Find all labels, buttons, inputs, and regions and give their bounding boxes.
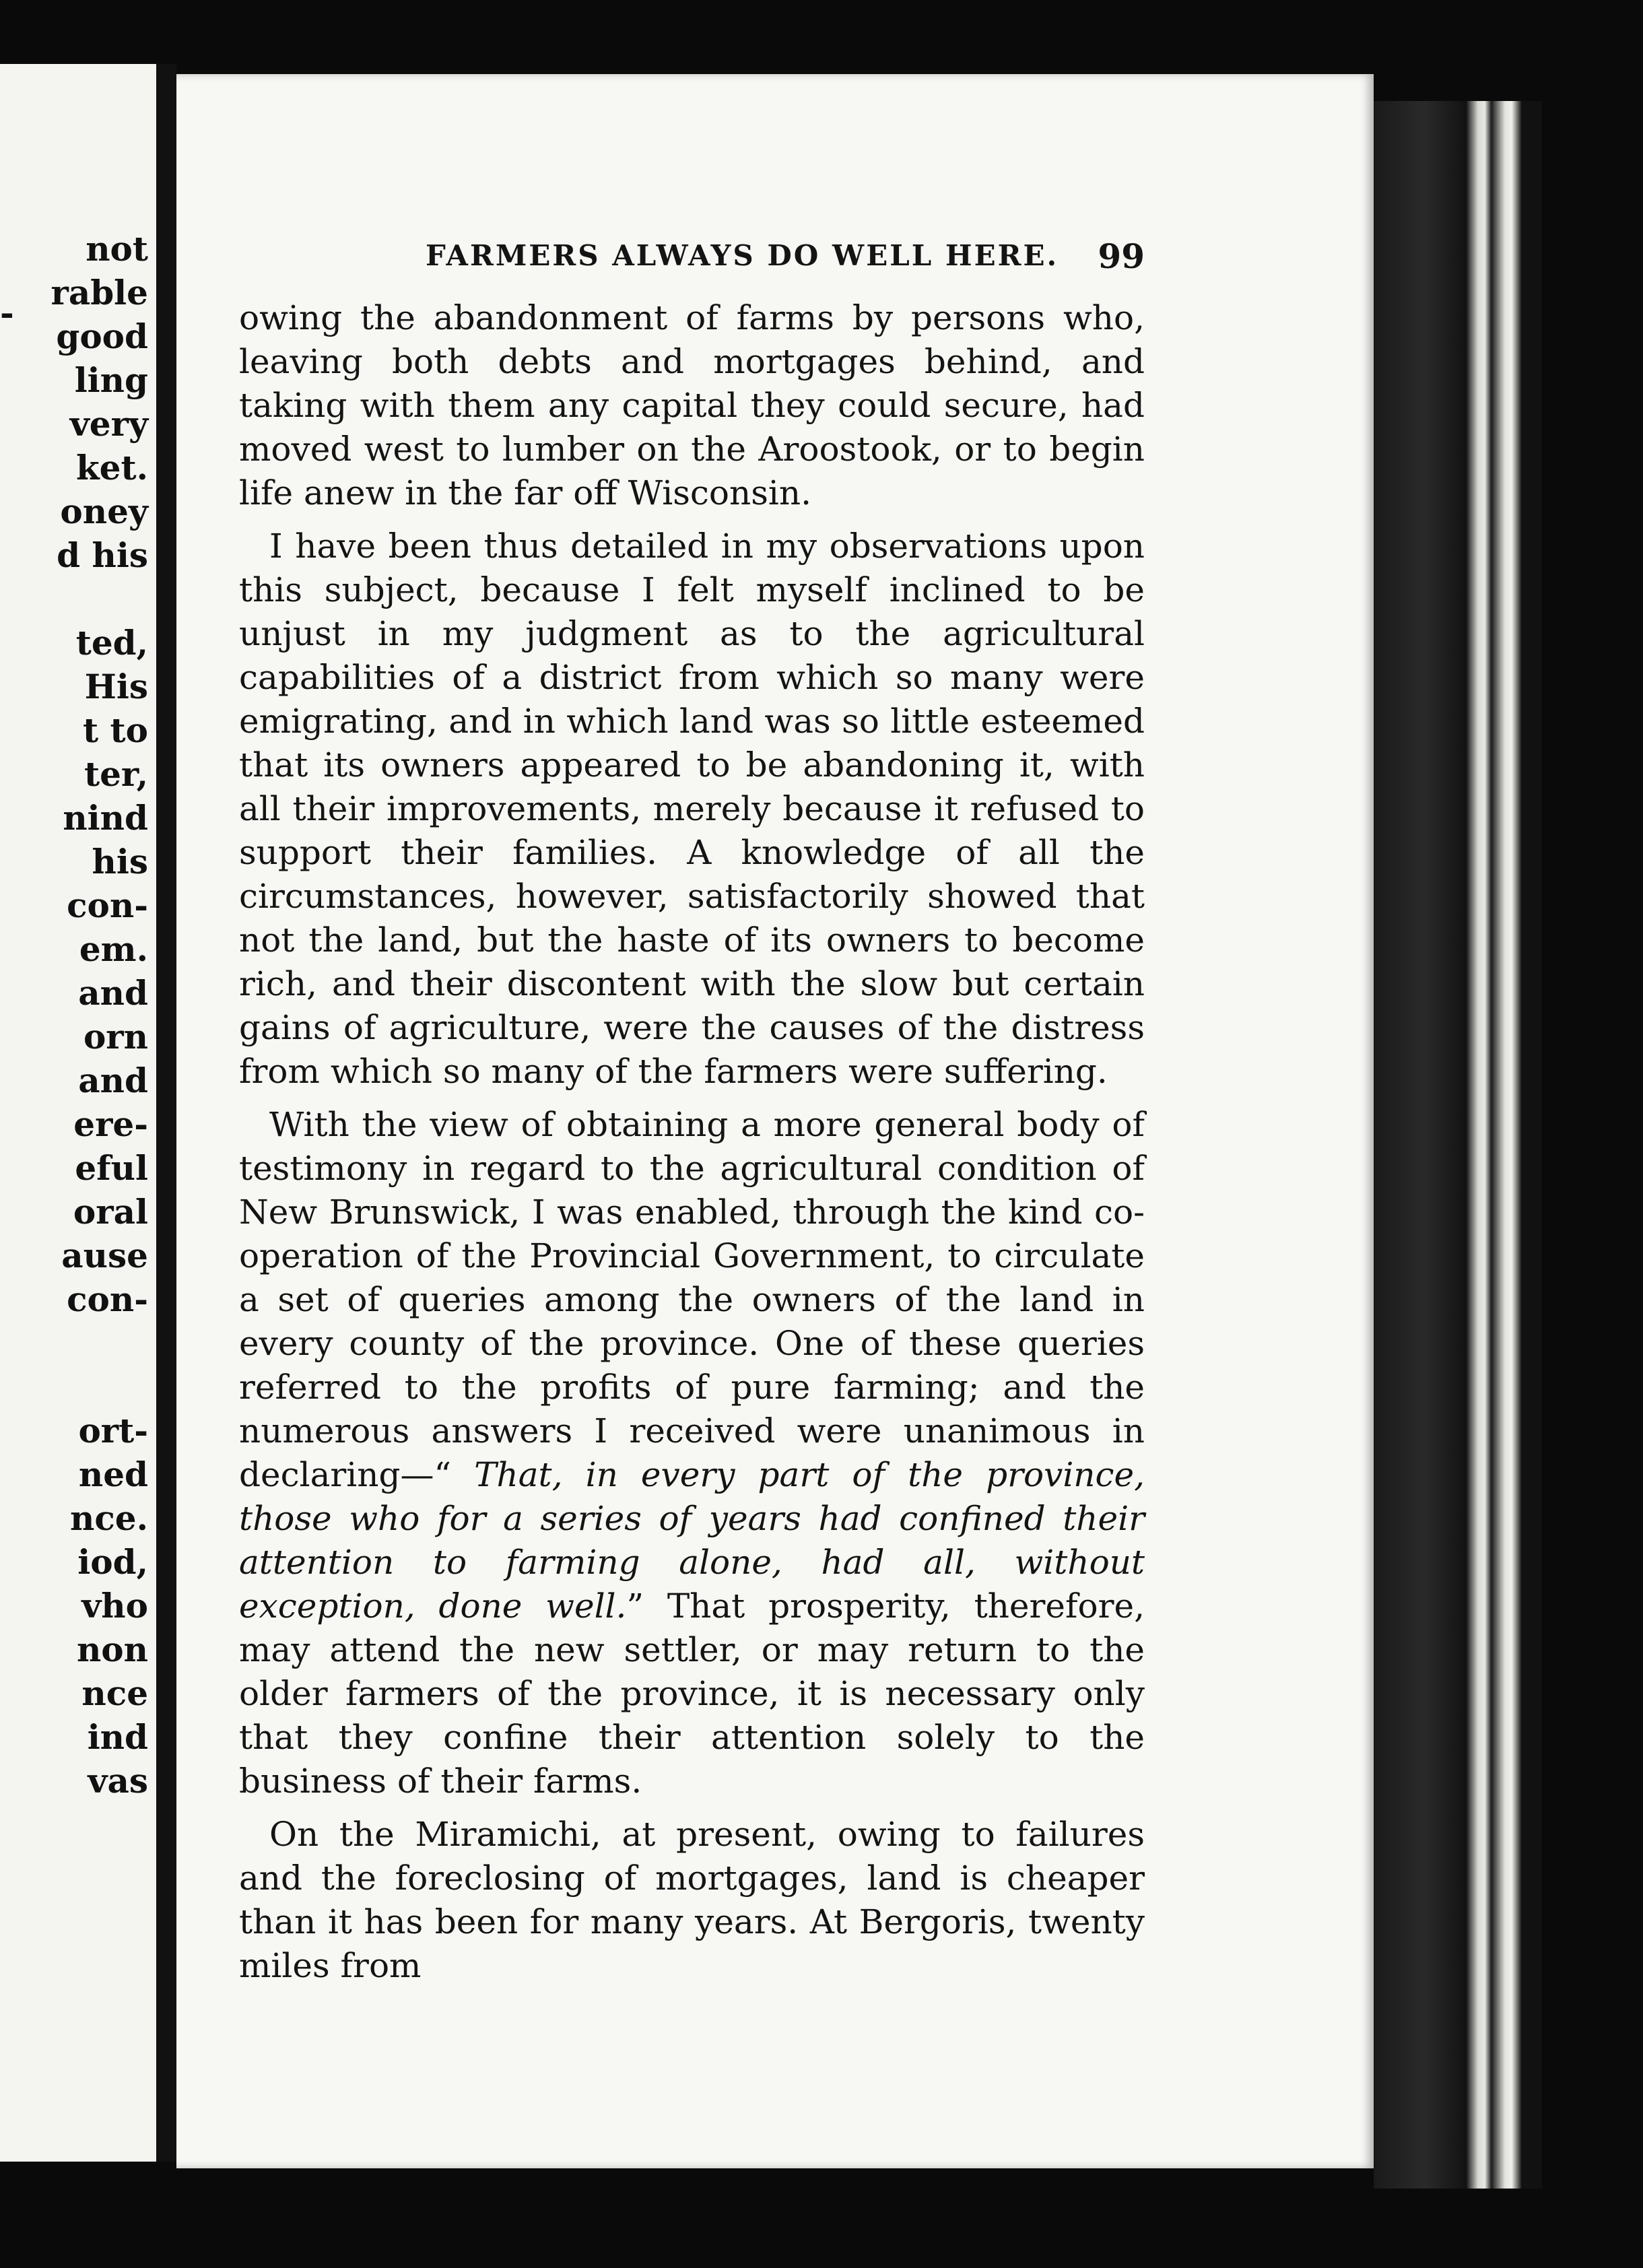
left-page-fragment: very (69, 404, 148, 444)
paragraph-3 (239, 1103, 1145, 1803)
left-page-fragment: ere- (73, 1104, 148, 1144)
left-page-fragment: oral (73, 1192, 148, 1232)
left-page-fragment: ned (78, 1455, 148, 1494)
left-page-fragment: rable (51, 273, 148, 312)
left-page-fragment: em. (79, 929, 148, 969)
left-page-fragment: t to (83, 710, 148, 750)
paragraph-4: On the Miramichi, at present, owing to failures and the foreclosing of mortgages, land is cheaper than it has been for many years. At Bergoris, twenty miles from (239, 1815, 1145, 1985)
book-gutter (156, 64, 176, 2162)
left-page (0, 64, 160, 2162)
page-edges (1374, 101, 1542, 2189)
paragraph-3-outro: ” That prosperity, therefore, may attend the new settler, or may return to the older farmers of the province, it is necessary only that they confine their attention solely to the business of their farms. (239, 1587, 1145, 1801)
left-page-fragment: ket. (76, 448, 148, 488)
left-page-fragment: d his (57, 535, 148, 575)
running-title: FARMERS ALWAYS DO WELL HERE. (426, 239, 1059, 272)
left-page-fragment: iod, (77, 1542, 148, 1582)
left-page-fragment: vho (81, 1586, 148, 1626)
left-page-fragment: non (76, 1630, 148, 1669)
left-page-fragment: and (78, 973, 148, 1013)
left-page-fragment: con- (67, 1279, 148, 1319)
left-page-fragment: ause (61, 1236, 148, 1275)
page-number: 99 (1098, 236, 1145, 276)
left-page-fragment: vas (88, 1761, 148, 1801)
left-page-fragment: nind (63, 798, 148, 838)
left-page-fragment: con- (67, 886, 148, 925)
left-page-fragment: ort- (78, 1411, 148, 1450)
left-page-fragment: ind (87, 1717, 148, 1757)
left-page-fragment: orn (83, 1017, 148, 1057)
left-page-fragment: good (56, 316, 148, 356)
left-page-fragment: nce (81, 1673, 148, 1713)
left-page-fragment: ted, (75, 623, 148, 663)
paragraph-3-intro: With the view of obtaining a more general body of testimony in regard to the agricultural condition of New Brunswick, I was enabled, through the kind co-operation of the Provincial Government, to circulate a set of queries among the owners of the land in every county of the province. One of these queries referred to the profits of pure farming; and the numerous answers I received were unanimous in declaring—“ (239, 1105, 1145, 1494)
left-page-fragment: and (78, 1061, 148, 1100)
paragraph-3-quote: That, in every part of the province, those who for a series of years had confined their attention to farming alone, had all, without exception, done well. (239, 1455, 1145, 1626)
left-page-fragment: not (86, 229, 148, 269)
paragraph-2: I have been thus detailed in my observations upon this subject, because I felt myself inclined to be unjust in my judgment as to the agricultural capabilities of a district from which so many were emigrating, and in which land was so little esteemed that its owners appeared to be abandoning it, with all their improvements, merely because it refused to support their families. A knowledge of all the circumstances, however, satisfactorily showed that not the land, but the haste of its owners to become rich, and their discontent with the slow but certain gains of agriculture, were the causes of the distress from which so many of the farmers were suffering. (239, 527, 1145, 1091)
body-text (239, 296, 1145, 1997)
left-page-stray-mark: - (0, 293, 14, 333)
left-page-fragment: his (92, 842, 148, 881)
left-page-fragment: His (84, 667, 148, 706)
left-page-fragment: ter, (83, 754, 148, 794)
left-page-fragment: ling (74, 360, 148, 400)
left-page-fragment: nce. (69, 1498, 148, 1538)
left-page-fragment: eful (75, 1148, 148, 1188)
left-page-text-fragments (0, 64, 156, 2162)
paragraph-1: owing the abandonment of farms by persons who, leaving both debts and mortgages behind, and taking with them any capital they could secure, had moved west to lumber on the Aroostook, or to begin life anew in the far off Wisconsin. (239, 298, 1145, 512)
left-page-fragment: oney (60, 492, 148, 531)
